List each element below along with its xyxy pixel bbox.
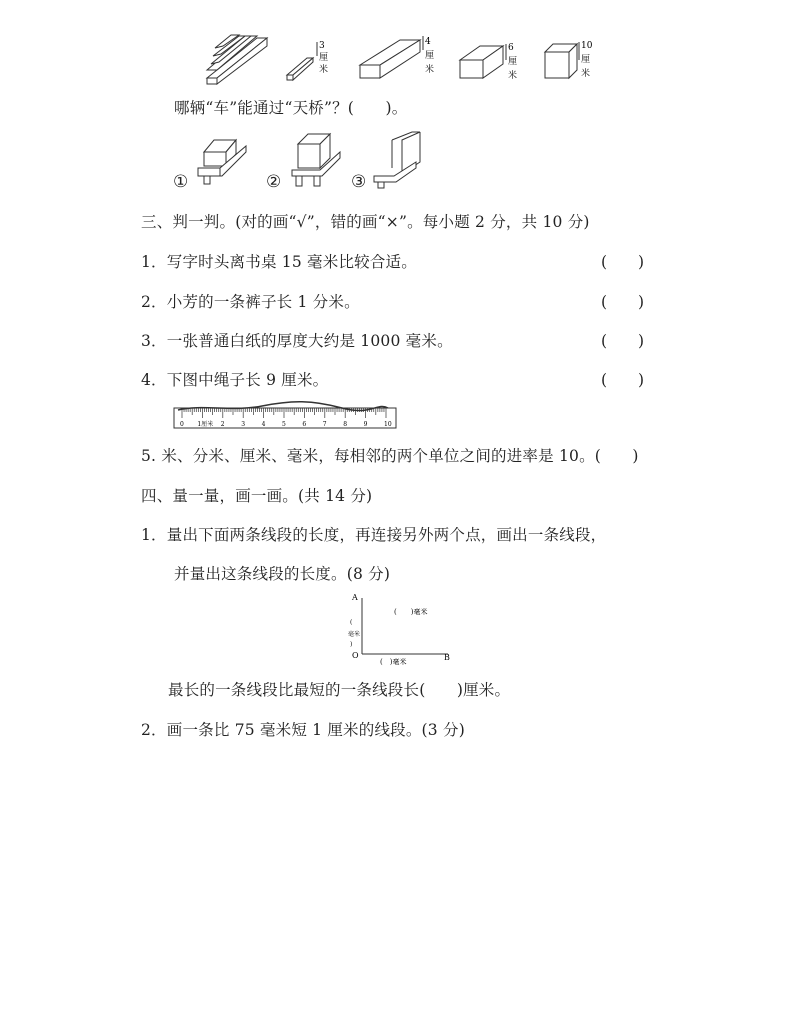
option-3-figure	[372, 128, 432, 192]
dim-10-mi: 米	[581, 69, 591, 79]
judge-answer-4[interactable]: ( )	[601, 371, 645, 389]
dim-4: 4	[425, 37, 431, 47]
judge-item-5: 5. 米、分米、厘米、毫米，每相邻的两个单位之间的进率是 10。( )	[141, 447, 639, 465]
block-6cm	[460, 44, 506, 78]
bridge-stairs-figure	[207, 35, 267, 84]
label-top: ( )毫米	[394, 608, 428, 616]
label-side-1: (	[350, 619, 353, 626]
section3-title: 三、判一判。(对的画“√”，错的画“×”。每小题 2 分，共 10 分)	[141, 213, 590, 231]
ruler-tick-label: 1厘米	[197, 421, 214, 428]
judge-answer-2[interactable]: ( )	[601, 293, 645, 311]
ruler-tick-label: 6	[302, 421, 307, 428]
label-a: A	[352, 593, 358, 602]
label-b: B	[444, 653, 450, 662]
ruler-tick-label: 3	[241, 421, 246, 428]
bridge-question: 哪辆“车”能通过“天桥”？( )。	[174, 99, 408, 117]
option-2-figure	[290, 130, 350, 192]
dim-10-li: 厘	[581, 55, 591, 65]
dim-3-li: 厘	[319, 53, 329, 63]
top-figures	[195, 20, 615, 90]
judge-item-3: 3．一张普通白纸的厚度大约是 1000 毫米。	[141, 332, 453, 350]
q1-answer: 最长的一条线段比最短的一条线段长( )厘米。	[168, 681, 511, 699]
ruler-tick-label: 0	[180, 421, 184, 428]
block-10cm	[545, 42, 579, 78]
ruler-tick-label: 7	[322, 421, 327, 428]
label-side-2: 毫米	[348, 631, 361, 638]
option-1-figure	[196, 132, 256, 192]
dim-3-mi: 米	[319, 65, 329, 75]
dim-6: 6	[508, 43, 514, 53]
dim-3: 3	[319, 41, 325, 51]
block-3cm	[287, 42, 317, 80]
ruler-tick-label: 8	[343, 421, 348, 428]
judge-answer-1[interactable]: ( )	[601, 253, 645, 271]
ruler-figure	[172, 396, 400, 432]
ruler-tick-label: 4	[261, 421, 266, 428]
label-o: O	[352, 651, 359, 660]
label-bottom: ( )毫米	[380, 658, 407, 666]
option-3-label: ③	[351, 172, 367, 192]
ruler-tick-label: 9	[363, 421, 368, 428]
block-4cm	[360, 36, 423, 78]
option-2-label: ②	[266, 172, 282, 192]
q1-line2: 并量出这条线段的长度。(8 分)	[174, 565, 391, 583]
judge-answer-3[interactable]: ( )	[601, 332, 645, 350]
dim-6-mi: 米	[508, 71, 518, 81]
ruler-tick-label: 10	[384, 421, 392, 428]
segments-figure	[344, 592, 454, 668]
judge-item-2: 2．小芳的一条裤子长 1 分米。	[141, 293, 360, 311]
dim-6-li: 厘	[508, 57, 518, 67]
q2: 2．画一条比 75 毫米短 1 厘米的线段。(3 分)	[141, 721, 465, 739]
dim-10: 10	[581, 41, 593, 51]
judge-item-4: 4．下图中绳子长 9 厘米。	[141, 371, 329, 389]
ruler-tick-label: 2	[220, 421, 225, 428]
ruler-tick-label: 5	[282, 421, 286, 428]
dim-4-li: 厘	[425, 51, 435, 61]
option-1-label: ①	[173, 172, 189, 192]
label-side-3: )	[350, 641, 353, 648]
q1-line1: 1．量出下面两条线段的长度，再连接另外两个点，画出一条线段，	[141, 526, 607, 544]
section4-title: 四、量一量，画一画。(共 14 分)	[141, 487, 373, 505]
dim-4-mi: 米	[425, 65, 435, 75]
judge-item-1: 1．写字时头离书桌 15 毫米比较合适。	[141, 253, 417, 271]
